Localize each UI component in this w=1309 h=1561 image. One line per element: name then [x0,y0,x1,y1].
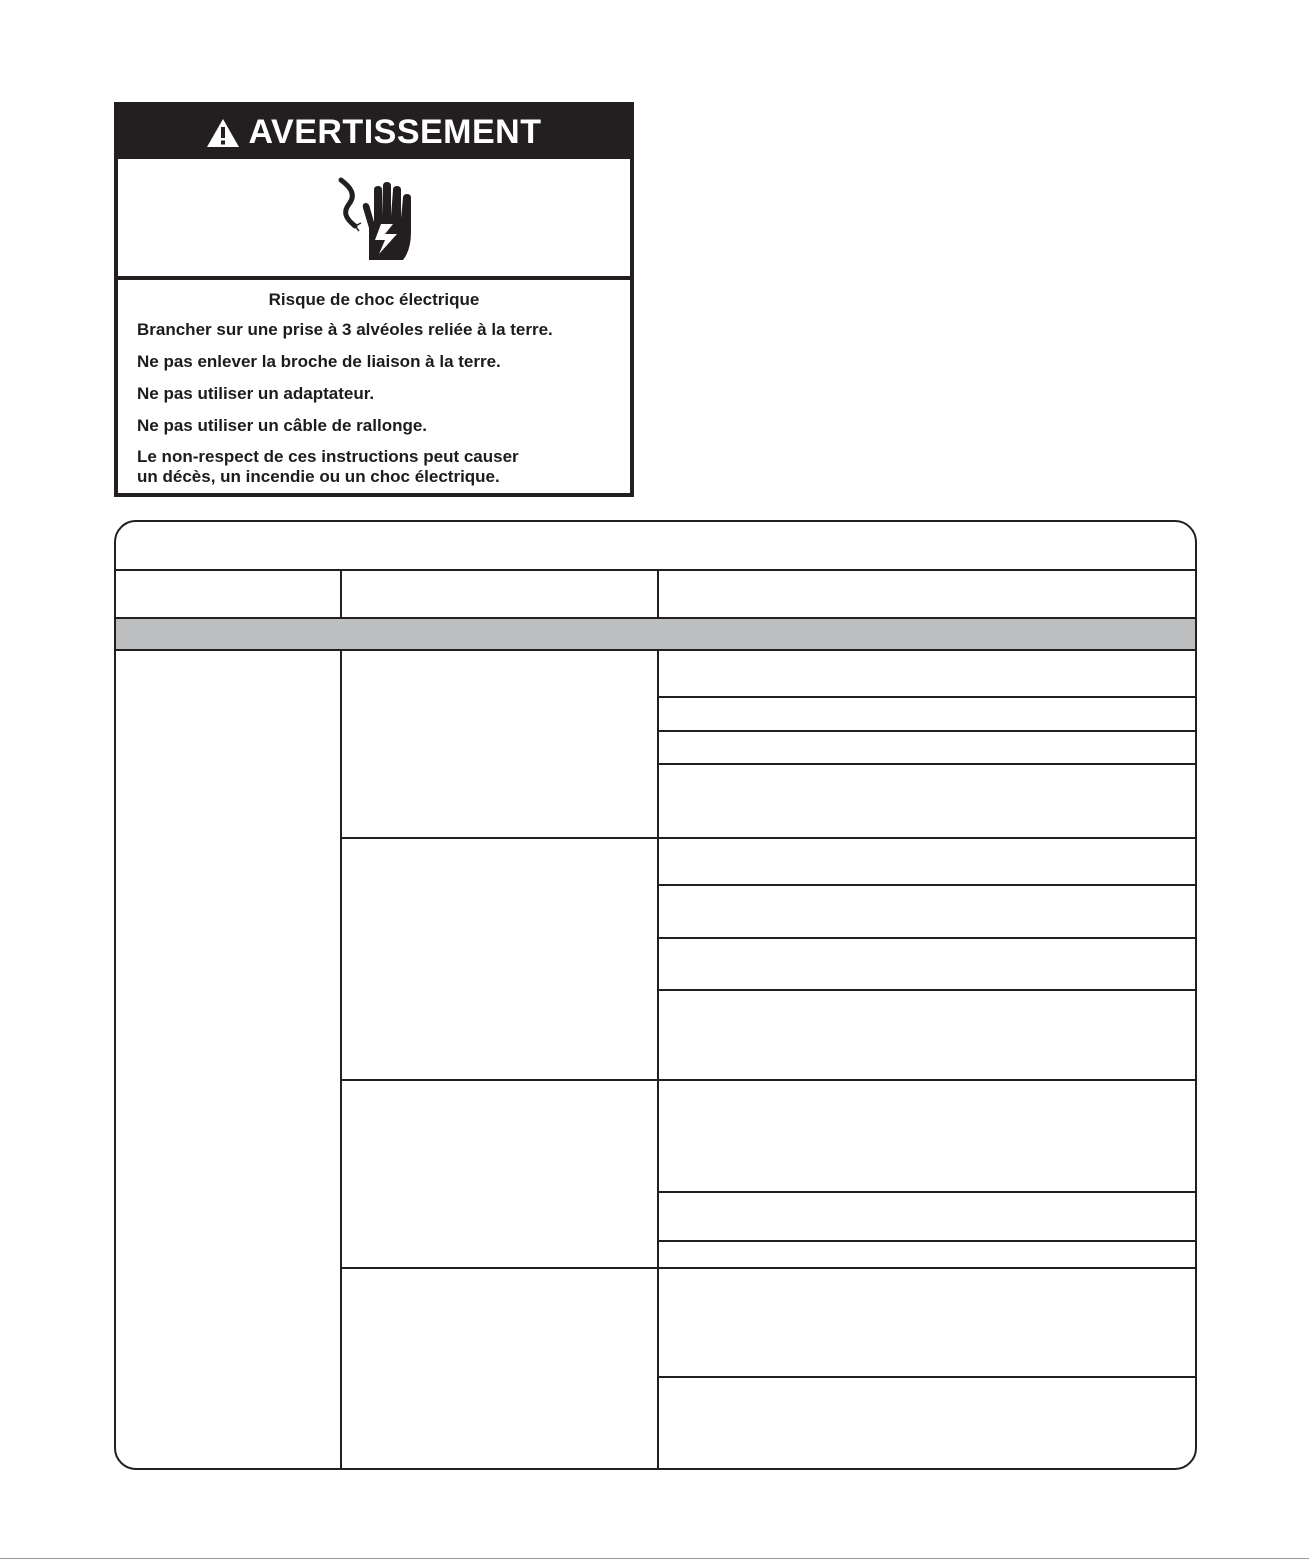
warning-line: Ne pas utiliser un adaptateur. [137,384,375,403]
table-rule [657,1240,1195,1242]
table-rule [657,730,1195,732]
troubleshooting-table [114,520,1197,1470]
warning-consequence [137,447,630,487]
table-rule [116,569,1195,571]
warning-consequence-line: Le non-respect de ces instructions peut causer [137,447,519,466]
table-rule [657,696,1195,698]
warning-title: AVERTISSEMENT [248,113,542,151]
warning-line: Ne pas enlever la broche de liaison à la terre. [137,352,501,371]
electric-shock-hand-icon [319,168,429,268]
table-rule [657,937,1195,939]
warning-subtitle: Risque de choc électrique [268,290,480,309]
warning-header [118,106,630,159]
table-rule [657,1191,1195,1193]
table-rule [657,763,1195,765]
page-bottom-rule [0,1558,1309,1559]
table-rule [657,989,1195,991]
warning-pictogram [118,159,630,280]
warning-triangle-icon [206,118,240,148]
table-rule [657,884,1195,886]
table-rule [340,1267,1195,1269]
warning-box [114,102,634,497]
table-rule [116,649,1195,651]
table-column-divider [657,650,659,1470]
warning-line: Ne pas utiliser un câble de rallonge. [137,416,428,435]
table-rule [340,1079,1195,1081]
table-column-divider [657,569,659,619]
table-section-band [116,619,1195,650]
warning-line: Brancher sur une prise à 3 alvéoles reliée à la terre. [137,320,553,339]
table-rule [657,1376,1195,1378]
warning-consequence-line: un décès, un incendie ou un choc électrique. [137,467,500,486]
table-column-divider [340,569,342,619]
table-column-divider [340,650,342,1470]
table-rule [340,837,1195,839]
